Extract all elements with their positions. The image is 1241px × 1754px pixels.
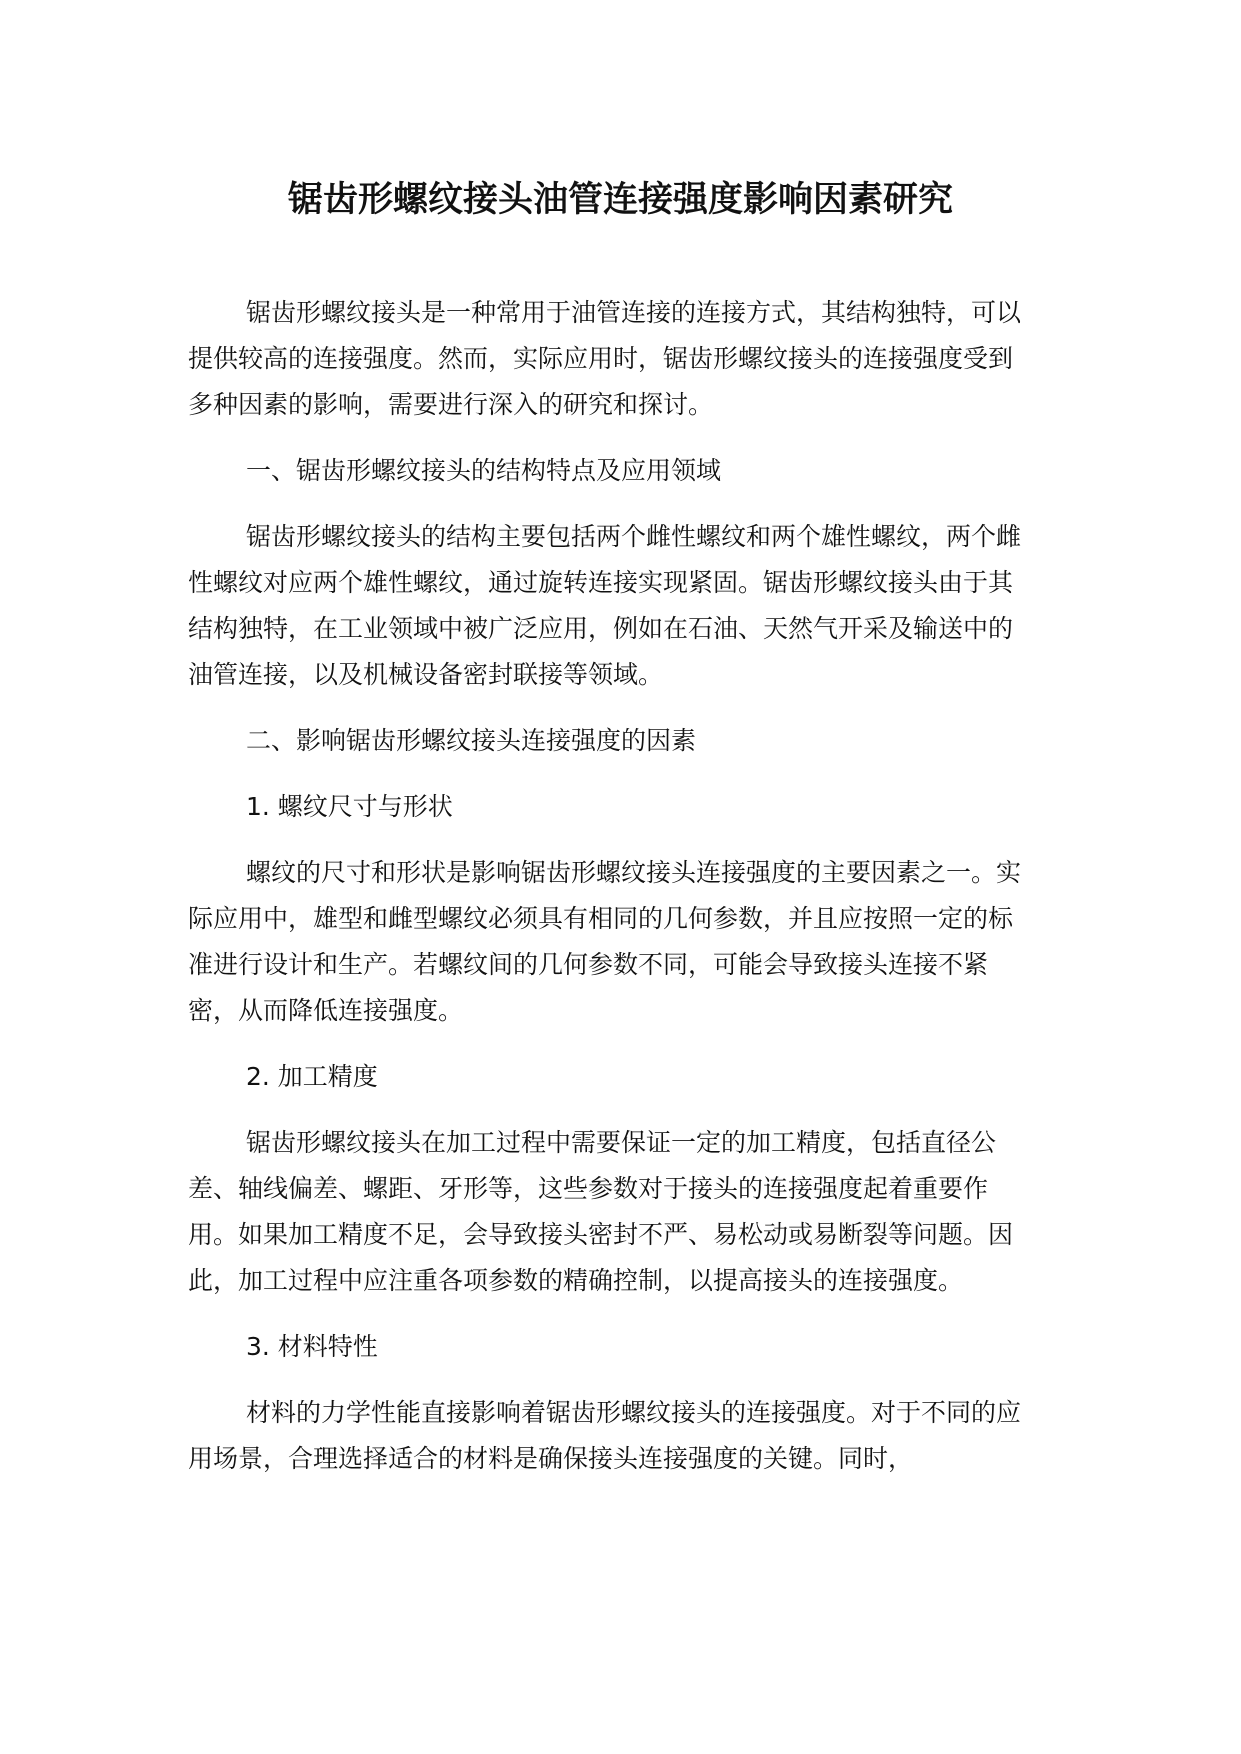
document-body xyxy=(188,290,1032,1502)
paragraph-material: 材料的力学性能直接影响着锯齿形螺纹接头的连接强度。对于不同的应用场景，合理选择适合的材料是确保接头连接强度的关键。同时， xyxy=(188,1398,1022,1473)
paragraph-thread-size: 螺纹的尺寸和形状是影响锯齿形螺纹接头连接强度的主要因素之一。实际应用中，雄型和雌型螺纹必须具有相同的几何参数，并且应按照一定的标准进行设计和生产。若螺纹间的几何参数不同，可能会导致接头连接不紧密，从而降低连接强度。 xyxy=(188,858,1022,1025)
paragraph-structure: 锯齿形螺纹接头的结构主要包括两个雌性螺纹和两个雄性螺纹，两个雌性螺纹对应两个雄性螺纹，通过旋转连接实现紧固。锯齿形螺纹接头由于其结构独特，在工业领域中被广泛应用，例如在石油、天然气开采及输送中的油管连接，以及机械设备密封联接等领域。 xyxy=(188,522,1022,689)
section-heading-1: 一、锯齿形螺纹接头的结构特点及应用领域 xyxy=(246,456,722,485)
subsection-heading-material: 3. 材料特性 xyxy=(246,1332,378,1361)
paragraph-intro: 锯齿形螺纹接头是一种常用于油管连接的连接方式，其结构独特，可以提供较高的连接强度。然而，实际应用时，锯齿形螺纹接头的连接强度受到多种因素的影响，需要进行深入的研究和探讨。 xyxy=(188,298,1022,419)
paragraph-precision: 锯齿形螺纹接头在加工过程中需要保证一定的加工精度，包括直径公差、轴线偏差、螺距、牙形等，这些参数对于接头的连接强度起着重要作用。如果加工精度不足，会导致接头密封不严、易松动或易断裂等问题。因此，加工过程中应注重各项参数的精确控制，以提高接头的连接强度。 xyxy=(188,1128,1014,1295)
section-heading-2: 二、影响锯齿形螺纹接头连接强度的因素 xyxy=(246,726,697,755)
subsection-heading-precision: 2. 加工精度 xyxy=(246,1062,378,1091)
document-title: 锯齿形螺纹接头油管连接强度影响因素研究 xyxy=(287,180,953,220)
subsection-heading-thread-size: 1. 螺纹尺寸与形状 xyxy=(246,792,453,821)
